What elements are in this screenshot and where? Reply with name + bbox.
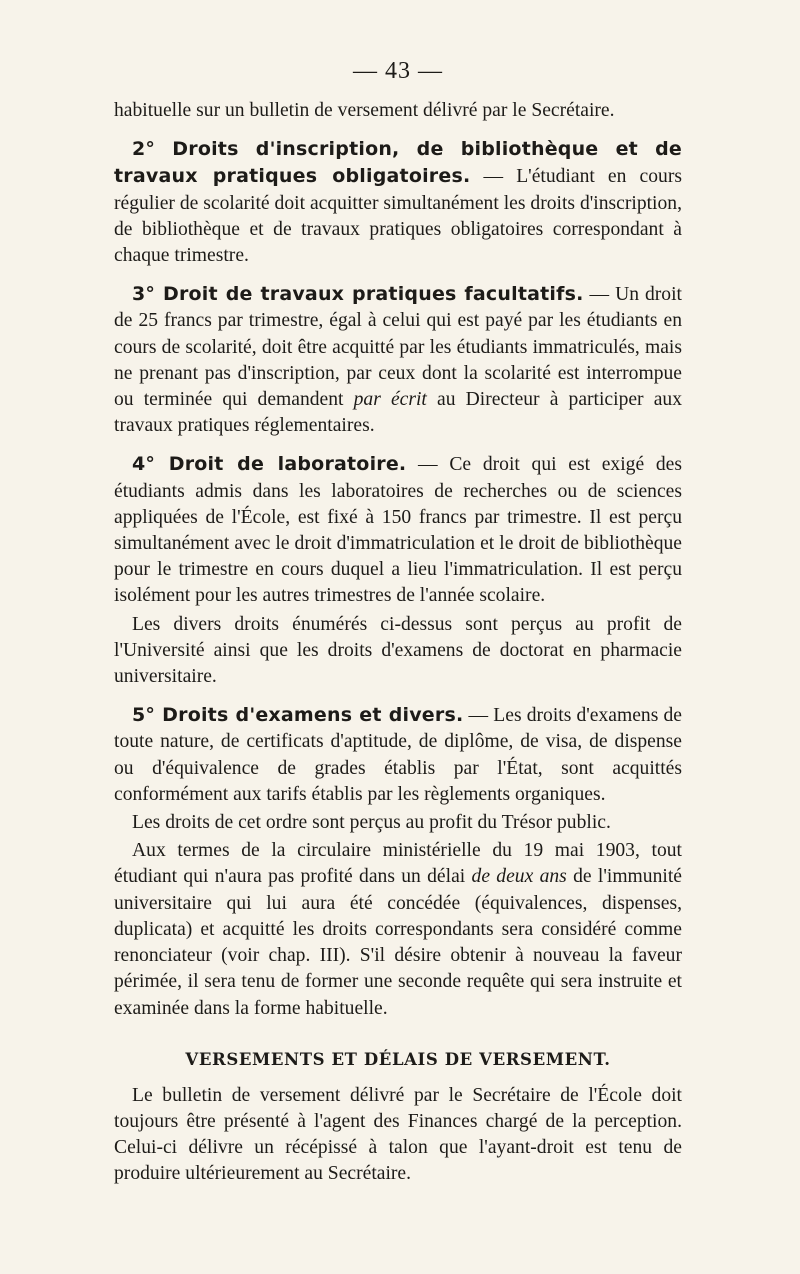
paragraph-text: — Les droits d'examens de toute nature, de certificats d'aptitude, de diplôme, de visa, de dispense ou d'équivalence de grades établis par l'État, sont acquittés conformément aux tarifs établis par les règlements organiques.	[114, 705, 682, 805]
paragraph-text: de l'immunité universitaire qui lui aura été concédée (équivalences, dispenses, duplicata) et acquitté les droits correspondants sera considéré comme renonciateur (voir chap. III). S'il désire obtenir à nouveau la faveur périmée, il sera tenu de former une seconde requête qui sera instruite et examinée dans la forme habituelle.	[114, 866, 682, 1019]
section-title: VERSEMENTS ET DÉLAIS DE VERSEMENT.	[185, 1049, 611, 1069]
heading-inscription-fees: 2° Droits d'inscription, de bibliothèque et de travaux pratiques obligatoires.	[114, 138, 682, 188]
heading-optional-practical-work: 3° Droit de travaux pratiques facultatifs.	[132, 283, 584, 306]
emphasis-text: par écrit	[353, 389, 427, 411]
paragraph-public-treasury: Les droits de cet ordre sont perçus au profit du Trésor public.	[132, 812, 611, 834]
heading-laboratory-fee: 4° Droit de laboratoire.	[132, 453, 407, 476]
emphasis-text: de deux ans	[471, 866, 567, 888]
paragraph-text: — L'étudiant en cours régulier de scolarité doit acquitter simultanément les droits d'inscription, de bibliothèque et de travaux pratiques obligatoires correspondant à chaque trimestre.	[114, 166, 682, 267]
paragraph-inscription-fees	[114, 136, 682, 269]
paragraph-university-fees: Les divers droits énumérés ci-dessus sont perçus au profit de l'Université ainsi que les droits d'examens de doctorat en pharmacie universitaire.	[114, 613, 682, 688]
page-number: — 43 —	[353, 58, 443, 84]
paragraph-ministerial-circular	[114, 838, 682, 1021]
paragraph-laboratory-fee	[114, 451, 682, 609]
heading-exam-fees: 5° Droits d'examens et divers.	[132, 704, 464, 727]
paragraph-continuation: habituelle sur un bulletin de versement délivré par le Secrétaire.	[114, 100, 615, 121]
paragraph-exam-fees	[114, 702, 682, 808]
paragraph-text: — Un droit de 25 francs par trimestre, égal à celui qui est payé par les étudiants en cours de scolarité, doit être acquitté par les étudiants immatriculés, mais ne prenant pas d'inscription, par ceux dont la scolarité est interrompue ou terminée qui demandent	[114, 284, 682, 411]
paragraph-payment-slip: Le bulletin de versement délivré par le Secrétaire de l'École doit toujours être présenté à l'agent des Finances chargé de la perception. Celui-ci délivre un récépissé à talon que l'ayant-droit est tenu de produire ultérieurement au Secrétaire.	[114, 1084, 682, 1185]
paragraph-text: Aux termes de la circulaire ministérielle du 19 mai 1903, tout étudiant qui n'aura pas profité dans un délai	[114, 840, 682, 888]
paragraph-text: — Ce droit qui est exigé des étudiants admis dans les laboratoires de recherches ou de sciences appliquées de l'École, est fixé à 150 francs par trimestre. Il est perçu simultanément avec le droit d'immatriculation et le droit de bibliothèque pour le trimestre en cours duquel a lieu l'immatriculation. Il est perçu isolément pour les autres trimestres de l'année scolaire.	[114, 454, 682, 607]
paragraph-optional-practical-work	[114, 281, 682, 439]
paragraph-text: au Directeur à participer aux travaux pratiques réglementaires.	[114, 389, 682, 437]
